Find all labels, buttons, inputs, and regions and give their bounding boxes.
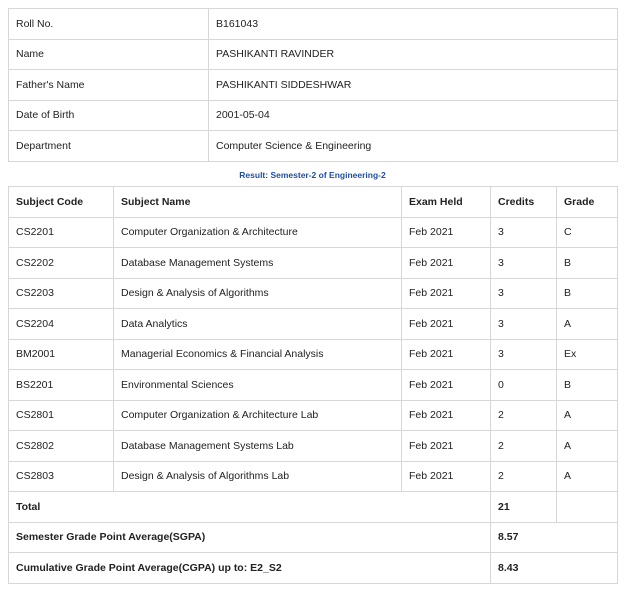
exam-held: Feb 2021: [402, 217, 491, 248]
credits: 3: [491, 278, 557, 309]
credits: 3: [491, 248, 557, 279]
grades-header-row: [9, 187, 618, 218]
cgpa-label: Cumulative Grade Point Average(CGPA) up to: E2_S2: [9, 553, 491, 584]
table-row: [9, 370, 618, 401]
subject-name: Managerial Economics & Financial Analysis: [114, 339, 402, 370]
total-credits: 21: [491, 492, 557, 523]
header-credits: Credits: [491, 187, 557, 218]
sgpa-label: Semester Grade Point Average(SGPA): [9, 522, 491, 553]
credits: 3: [491, 217, 557, 248]
exam-held: Feb 2021: [402, 309, 491, 340]
sgpa-row: [9, 522, 618, 553]
subject-code: BS2201: [9, 370, 114, 401]
roll-label: Roll No.: [9, 9, 209, 40]
table-row: [9, 248, 618, 279]
table-row: [9, 217, 618, 248]
header-exam-held: Exam Held: [402, 187, 491, 218]
credits: 2: [491, 400, 557, 431]
name-value: PASHIKANTI RAVINDER: [209, 39, 618, 70]
exam-held: Feb 2021: [402, 339, 491, 370]
exam-held: Feb 2021: [402, 400, 491, 431]
grade: A: [557, 461, 618, 492]
credits: 0: [491, 370, 557, 401]
exam-held: Feb 2021: [402, 248, 491, 279]
dob-label: Date of Birth: [9, 100, 209, 131]
dob-row: [9, 100, 618, 131]
subject-code: CS2202: [9, 248, 114, 279]
result-title: Result: Semester-2 of Engineering-2: [239, 170, 386, 180]
subject-code: BM2001: [9, 339, 114, 370]
department-row: [9, 131, 618, 162]
table-row: [9, 461, 618, 492]
roll-row: [9, 9, 618, 40]
exam-held: Feb 2021: [402, 431, 491, 462]
subject-code: CS2803: [9, 461, 114, 492]
grade: Ex: [557, 339, 618, 370]
total-label: Total: [9, 492, 491, 523]
exam-held: Feb 2021: [402, 278, 491, 309]
table-row: [9, 278, 618, 309]
subject-name: Database Management Systems: [114, 248, 402, 279]
cgpa-value: 8.43: [491, 553, 618, 584]
header-subject-code: Subject Code: [9, 187, 114, 218]
subject-code: CS2801: [9, 400, 114, 431]
grade: A: [557, 400, 618, 431]
grades-table: [8, 186, 618, 584]
exam-held: Feb 2021: [402, 461, 491, 492]
subject-name: Environmental Sciences: [114, 370, 402, 401]
name-label: Name: [9, 39, 209, 70]
grade: C: [557, 217, 618, 248]
credits: 3: [491, 339, 557, 370]
department-value: Computer Science & Engineering: [209, 131, 618, 162]
father-label: Father's Name: [9, 70, 209, 101]
total-grade-empty: [557, 492, 618, 523]
father-row: [9, 70, 618, 101]
table-row: [9, 400, 618, 431]
subject-code: CS2201: [9, 217, 114, 248]
credits: 2: [491, 461, 557, 492]
total-row: [9, 492, 618, 523]
grade: B: [557, 248, 618, 279]
roll-value: B161043: [209, 9, 618, 40]
table-row: [9, 339, 618, 370]
cgpa-row: [9, 553, 618, 584]
exam-held: Feb 2021: [402, 370, 491, 401]
subject-name: Database Management Systems Lab: [114, 431, 402, 462]
sgpa-value: 8.57: [491, 522, 618, 553]
department-label: Department: [9, 131, 209, 162]
subject-code: CS2203: [9, 278, 114, 309]
subject-name: Computer Organization & Architecture: [114, 217, 402, 248]
subject-name: Data Analytics: [114, 309, 402, 340]
grade: A: [557, 309, 618, 340]
grade: B: [557, 370, 618, 401]
credits: 3: [491, 309, 557, 340]
subject-name: Computer Organization & Architecture Lab: [114, 400, 402, 431]
subject-code: CS2204: [9, 309, 114, 340]
subject-name: Design & Analysis of Algorithms: [114, 278, 402, 309]
credits: 2: [491, 431, 557, 462]
name-row: [9, 39, 618, 70]
header-subject-name: Subject Name: [114, 187, 402, 218]
header-grade: Grade: [557, 187, 618, 218]
table-row: [9, 309, 618, 340]
table-row: [9, 431, 618, 462]
student-info-table: [8, 8, 618, 162]
grade: B: [557, 278, 618, 309]
subject-code: CS2802: [9, 431, 114, 462]
subject-name: Design & Analysis of Algorithms Lab: [114, 461, 402, 492]
dob-value: 2001-05-04: [209, 100, 618, 131]
grade: A: [557, 431, 618, 462]
father-value: PASHIKANTI SIDDESHWAR: [209, 70, 618, 101]
